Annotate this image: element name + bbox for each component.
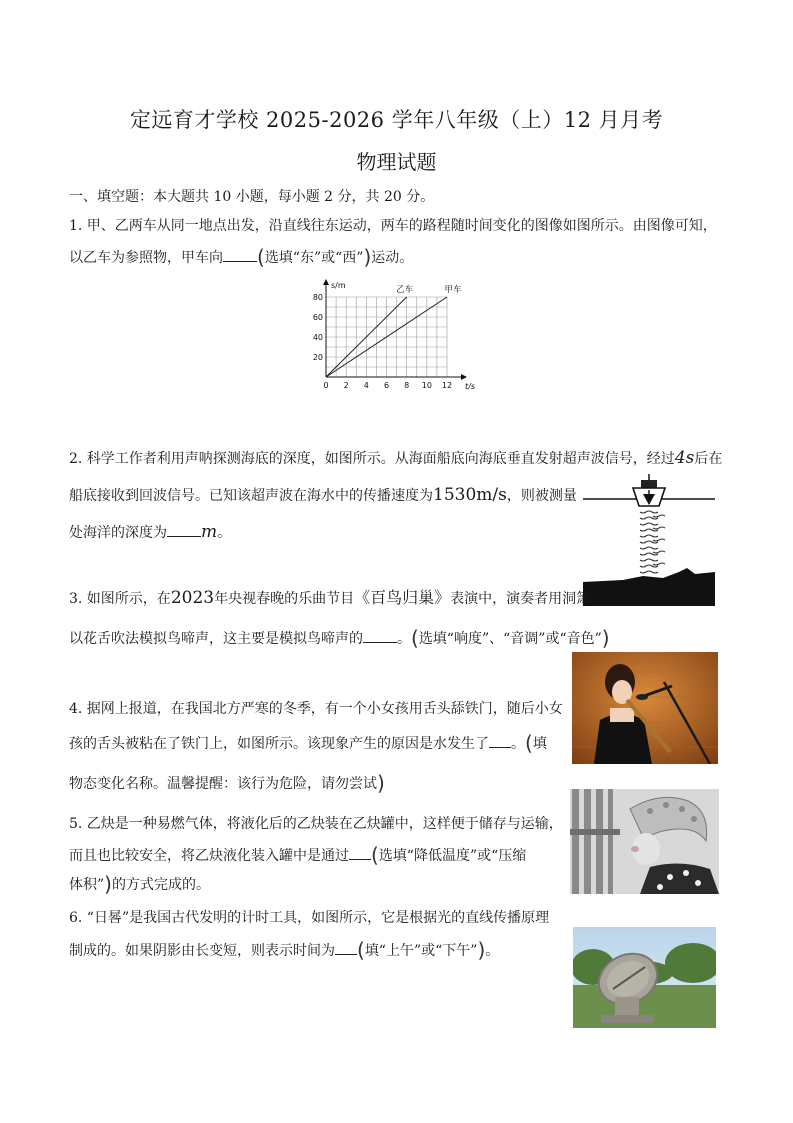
q2-text-d: ，则被测量 xyxy=(506,488,577,504)
x-tick-label: 8 xyxy=(404,381,410,390)
q1-answer-blank[interactable] xyxy=(223,247,257,262)
q4-paren-close: ) xyxy=(377,771,385,795)
q5-line3 xyxy=(69,874,210,895)
q6-line2 xyxy=(69,940,499,961)
q2-text-c: 船底接收到回波信号。已知该超声波在海水中的传播速度为 xyxy=(69,488,433,504)
exam-title: 定远育才学校 2025-2026 学年八年级（上）12 月月考 xyxy=(129,108,664,132)
q1-text-c: 运动。 xyxy=(371,250,414,266)
x-tick-label: 4 xyxy=(363,381,369,390)
series-label: 乙车 xyxy=(396,285,414,295)
q1-paren-open: ( xyxy=(257,245,265,269)
q2-answer-blank[interactable] xyxy=(167,522,201,537)
q6-text-a: 制成的。如果阴影由长变短，则表示时间为 xyxy=(69,943,335,959)
q2-line2 xyxy=(69,485,577,506)
girl-iron-gate-image xyxy=(570,789,719,894)
q5-text-b: 的方式完成的。 xyxy=(111,877,210,893)
flute-performer-image xyxy=(572,652,718,764)
q3-program-title: 《百鸟归巢》 xyxy=(354,588,451,607)
q4-line1: 4. 据网上报道，在我国北方严寒的冬季，有一个小女孩用舌头舔铁门，随后小女 xyxy=(69,701,563,717)
x-tick-label: 6 xyxy=(383,381,390,390)
q2-text-e: 处海洋的深度为 xyxy=(69,525,167,541)
q2-text-f: 。 xyxy=(217,525,232,541)
q4-text-b: 。 xyxy=(511,736,525,752)
y-tick-label: 60 xyxy=(312,313,323,322)
series-label: 甲车 xyxy=(444,285,462,295)
q3-text-a: 3. 如图所示，在 xyxy=(69,591,171,607)
q3-paren-open: ( xyxy=(411,626,419,650)
y-tick-label: 20 xyxy=(312,353,323,362)
q3-text-d: 以花舌吹法模拟鸟啼声，这主要是模拟鸟啼声的 xyxy=(69,631,363,647)
q2-time-value: 4s xyxy=(674,448,695,468)
q5-hint-a: 选填“降低温度”或“压缩 xyxy=(378,848,527,864)
q3-text-b: 年央视春晚的乐曲节目 xyxy=(214,591,355,607)
q5-text-a: 而且也比较安全，将乙炔液化装入罐中是通过 xyxy=(69,848,349,864)
q2-speed-value: 1530m/s xyxy=(433,485,507,505)
q2-text-b: 后在 xyxy=(694,451,723,467)
q5-hint-b: 体积” xyxy=(69,877,105,893)
q5-answer-blank[interactable] xyxy=(349,845,371,860)
x-tick-label: 0 xyxy=(323,381,329,390)
y-tick-label: 40 xyxy=(312,333,323,342)
q4-paren-open: ( xyxy=(525,731,533,755)
q2-text-a: 2. 科学工作者利用声呐探测海底的深度，如图所示。从海面船底向海底垂直发射超声波信号，经过 xyxy=(69,451,675,467)
q3-year: 2023 xyxy=(170,588,215,608)
q5-paren-close: ) xyxy=(104,872,112,896)
q6-text-b: 。 xyxy=(485,943,500,959)
q2-unit: m xyxy=(201,522,218,542)
q6-hint: 填“上午”或“下午” xyxy=(364,943,478,959)
distance-time-chart xyxy=(300,276,500,394)
q3-text-e: 。 xyxy=(397,631,411,647)
q6-line1: 6. “日晷”是我国古代发明的计时工具，如图所示，它是根据光的直线传播原理 xyxy=(69,910,550,926)
seabed-shape xyxy=(583,568,715,606)
q3-line1 xyxy=(69,588,590,609)
q1-paren-close: ) xyxy=(363,245,372,269)
q3-hint: 选填“响度”、“音调”或“音色” xyxy=(418,631,602,647)
y-axis-arrow xyxy=(323,279,329,285)
q5-paren-open: ( xyxy=(371,843,379,867)
q4-answer-blank[interactable] xyxy=(489,733,511,748)
x-axis-label: t/s xyxy=(465,382,475,391)
q1-hint: 选填“东”或“西” xyxy=(264,250,364,266)
q3-paren-close: ) xyxy=(601,626,610,650)
sundial-image xyxy=(573,927,716,1028)
y-tick-label: 80 xyxy=(312,293,323,302)
q4-text-c: 物态变化名称。温馨提醒：该行为危险，请勿尝试 xyxy=(69,776,377,792)
q5-line2 xyxy=(69,845,526,866)
q1-text-a: 以乙车为参照物，甲车向 xyxy=(69,250,223,266)
q3-line2 xyxy=(69,628,610,649)
ship-icon xyxy=(633,474,665,506)
q1-line1: 1. 甲、乙两车从同一地点出发，沿直线往东运动，两车的路程随时间变化的图像如图所示。由图像可知， xyxy=(69,218,717,234)
q6-paren-close: ) xyxy=(477,938,486,962)
q3-answer-blank[interactable] xyxy=(363,628,397,643)
q1-line2 xyxy=(69,247,413,268)
sonar-ship-image xyxy=(583,472,715,606)
x-axis-arrow xyxy=(461,374,467,380)
section-heading: 一、填空题：本大题共 10 小题，每小题 2 分，共 20 分。 xyxy=(69,189,435,205)
q2-line1 xyxy=(69,448,722,469)
q5-line1: 5. 乙炔是一种易燃气体，将液化后的乙炔装在乙炔罐中，这样便于储存与运输， xyxy=(69,816,563,832)
q6-answer-blank[interactable] xyxy=(335,940,357,955)
q4-line3 xyxy=(69,773,385,794)
q2-line3 xyxy=(69,522,231,543)
q3-text-c: 表演中，演奏者用洞箫 xyxy=(450,591,591,607)
x-tick-label: 12 xyxy=(441,381,453,390)
q6-paren-open: ( xyxy=(357,938,365,962)
sonar-waves-icon xyxy=(640,511,665,573)
q4-text-a: 孩的舌头被粘在了铁门上，如图所示。该现象产生的原因是水发生了 xyxy=(69,736,489,752)
q4-hint: 填 xyxy=(532,736,547,752)
x-tick-label: 2 xyxy=(343,381,349,390)
y-axis-label: s/m xyxy=(331,281,346,290)
exam-subtitle: 物理试题 xyxy=(356,150,437,174)
x-tick-label: 10 xyxy=(421,381,432,390)
q4-line2 xyxy=(69,733,547,754)
chart-ticks xyxy=(313,281,475,391)
